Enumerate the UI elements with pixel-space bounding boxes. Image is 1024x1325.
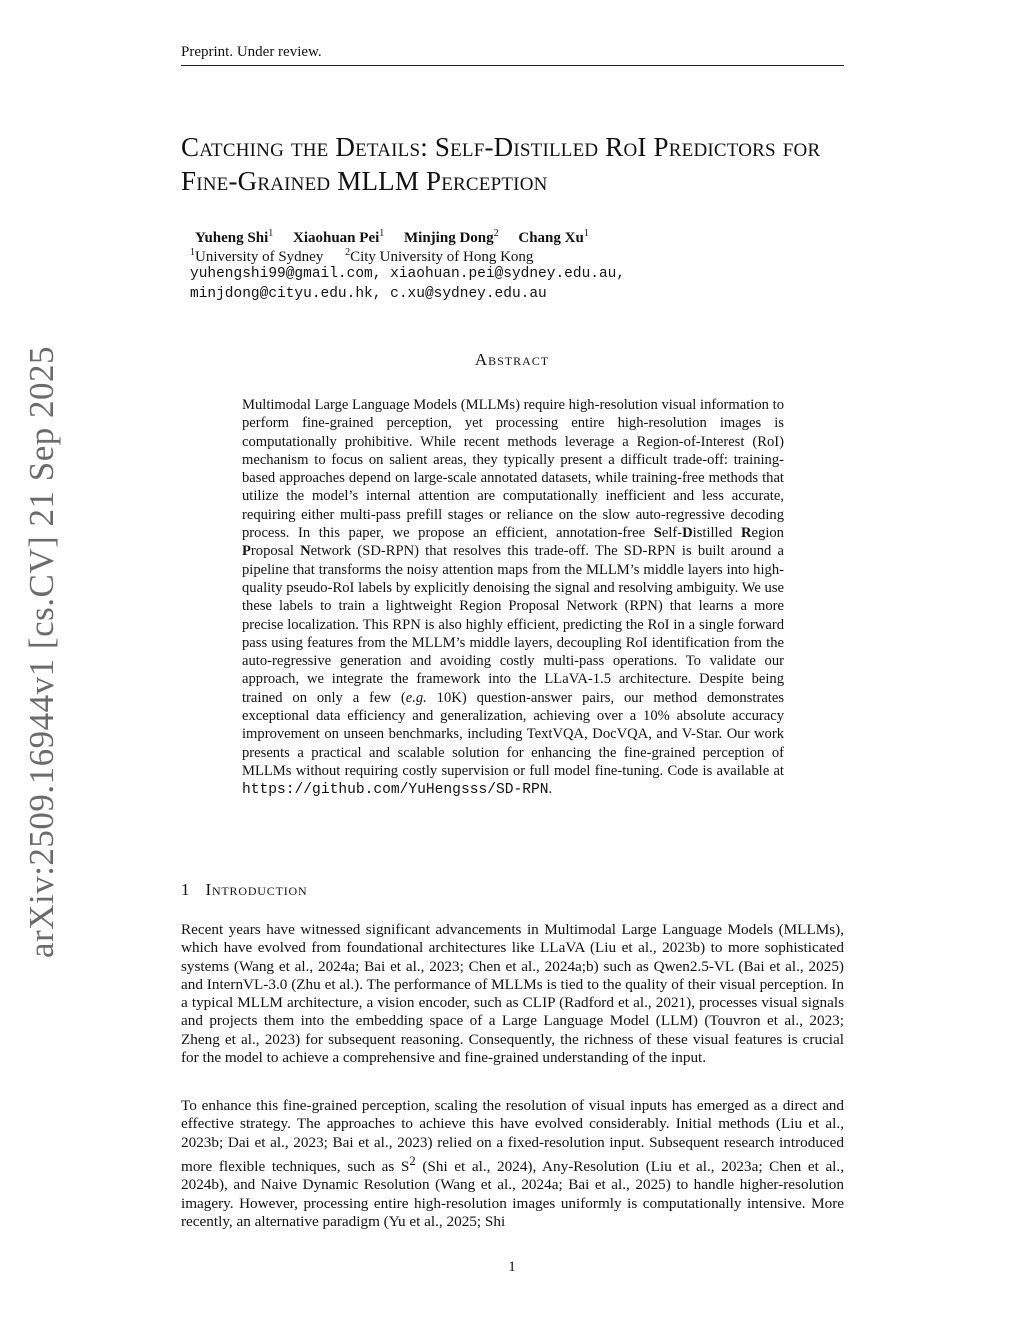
affiliations: [190, 247, 533, 266]
affiliation: $^1$University of Sydney: [190, 247, 324, 265]
author-emails: minjdong@cityu.edu.hk, c.xu@sydney.edu.au: [190, 286, 547, 302]
affiliation: $^2$City University of Hong Kong: [345, 247, 534, 265]
author-list: [195, 228, 605, 247]
running-header: Preprint. Under review.: [181, 44, 322, 60]
abstract-heading: Abstract: [474, 350, 550, 369]
intro-paragraph: Recent years have witnessed significant advancements in Multimodal Large Language Models (MLLMs), which have evolved from foundational architectures like LLaVA (Liu et al., 2023b) to more sophisticated systems (Wang et al., 2024a; Bai et al., 2023; Chen et al., 2024a;b) such as Qwen2.5-VL (Bai et al., 2025) and InternVL-3.0 (Zhu et al.). The performance of MLLMs is tied to the quality of their visual perception. In a typical MLLM architecture, a vision encoder, such as CLIP (Radford et al., 2021), processes visual signals and projects them into the embedding space of a Large Language Model (LLM) (Touvron et al., 2023; Zheng et al., 2023) for subsequent reasoning. Consequently, the richness of these visual features is crucial for the model to achieve a comprehensive and fine-grained understanding of the input.: [181, 921, 844, 1067]
paper-title: Catching the Details: Self-Distilled RoI Predictors for Fine-Grained MLLM Perception: [181, 132, 821, 196]
author: Xiaohuan Pei$^1$: [293, 228, 385, 246]
author: Chang Xu$^1$: [518, 228, 589, 246]
author-emails: yuhengshi99@gmail.com, xiaohuan.pei@sydney.edu.au,: [190, 266, 626, 282]
author: Minjing Dong$^2$: [404, 228, 499, 246]
intro-paragraph: To enhance this fine-grained perception, scaling the resolution of visual inputs has emerged as a direct and effective strategy. The approaches to achieve this have evolved considerably. Initial methods (Liu et al., 2023b; Dai et al., 2023; Bai et al., 2023) relied on a fixed-resolution input. Subsequent research introduced more flexible techniques, such as $S^2$ (Shi et al., 2024), Any-Resolution (Liu et al., 2023a; Chen et al., 2024b), and Naive Dynamic Resolution (Wang et al., 2024a; Bai et al., 2025) to handle higher-resolution imagery. However, processing entire high-resolution images uniformly is computationally intensive. More recently, an alternative paradigm (Yu et al., 2025; Shi: [181, 1097, 844, 1230]
code-link[interactable]: https://github.com/YuHengsss/SD-RPN: [242, 782, 549, 799]
header-rule: [181, 65, 844, 66]
page-number: 1: [508, 1259, 516, 1275]
section-heading-introduction: 1 Introduction: [181, 880, 308, 899]
author: Yuheng Shi$^1$: [195, 228, 274, 246]
arxiv-identifier: arXiv:2509.16944v1 [cs.CV] 21 Sep 2025: [22, 345, 61, 958]
abstract-body: Multimodal Large Language Models (MLLMs) require high-resolution visual information to perform fine-grained perception, yet processing entire high-resolution images is computationally prohibitive. While recent methods leverage a Region-of-Interest (RoI) mechanism to focus on salient areas, they typically present a difficult trade-off: training-based approaches depend on large-scale annotated datasets, while training-free methods that utilize the model’s internal attention are computationally inefficient and less accurate, requiring either multi-pass prefill stages or reliance on the slow auto-regressive decoding process. In this paper, we propose an efficient, annotation-free Self-Distilled Region Proposal Network (SD-RPN) that resolves this trade-off. The SD-RPN is built around a pipeline that transforms the noisy attention maps from the MLLM’s middle layers into high-quality pseudo-RoI labels by explicitly denoising the signal and resolving ambiguity. We use these labels to train a lightweight Region Proposal Network (RPN) that learns a more precise localization. This RPN is also highly efficient, predicting the RoI in a single forward pass using features from the MLLM’s middle layers, decoupling RoI identification from the auto-regressive generation and avoiding costly multi-pass operations. To validate our approach, we integrate the framework into the LLaVA-1.5 architecture. Despite being trained on only a few (e.g. 10K) question-answer pairs, our method demonstrates exceptional data efficiency and generalization, achieving over a 10% absolute accuracy improvement on unseen benchmarks, including TextVQA, DocVQA, and V-Star. Our work presents a practical and scalable solution for enhancing the fine-grained perception of MLLMs without requiring costly supervision or full model fine-tuning. Code is available at https://github.com/YuHengsss/SD-RPN.: [242, 397, 785, 799]
